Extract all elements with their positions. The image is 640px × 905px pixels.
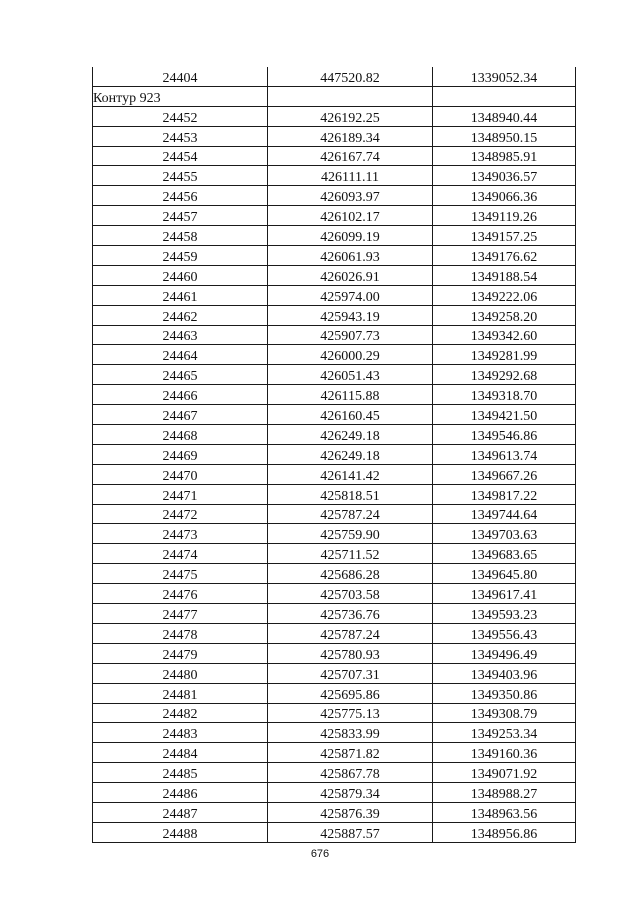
x-coordinate-cell: 425787.24 (268, 504, 433, 524)
empty-cell (268, 86, 433, 106)
point-id-cell: 24487 (93, 802, 268, 822)
table-row (93, 703, 576, 723)
x-coordinate-cell: 426099.19 (268, 226, 433, 246)
table-row (93, 186, 576, 206)
y-coordinate-cell: 1349188.54 (433, 265, 576, 285)
x-coordinate-cell: 447520.82 (268, 67, 433, 86)
table-row (93, 385, 576, 405)
table-row (93, 405, 576, 425)
point-id-cell: 24458 (93, 226, 268, 246)
point-id-cell: 24460 (93, 265, 268, 285)
table-row (93, 246, 576, 266)
x-coordinate-cell: 426249.18 (268, 425, 433, 445)
x-coordinate-cell: 426061.93 (268, 246, 433, 266)
x-coordinate-cell: 425711.52 (268, 544, 433, 564)
y-coordinate-cell: 1349403.96 (433, 663, 576, 683)
x-coordinate-cell: 426249.18 (268, 444, 433, 464)
x-coordinate-cell: 425759.90 (268, 524, 433, 544)
point-id-cell: 24471 (93, 484, 268, 504)
point-id-cell: 24454 (93, 146, 268, 166)
table-row (93, 623, 576, 643)
page-number: 676 (310, 848, 330, 860)
point-id-cell: 24488 (93, 822, 268, 842)
table-row (93, 126, 576, 146)
point-id-cell: 24473 (93, 524, 268, 544)
table-row (93, 723, 576, 743)
point-id-cell: 24478 (93, 623, 268, 643)
point-id-cell: 24464 (93, 345, 268, 365)
y-coordinate-cell: 1349556.43 (433, 623, 576, 643)
coordinates-table (92, 67, 576, 843)
point-id-cell: 24462 (93, 305, 268, 325)
table-row (93, 206, 576, 226)
y-coordinate-cell: 1349703.63 (433, 524, 576, 544)
table-row (93, 444, 576, 464)
table-row (93, 484, 576, 504)
table-row (93, 822, 576, 842)
x-coordinate-cell: 425787.24 (268, 623, 433, 643)
table-row (93, 425, 576, 445)
x-coordinate-cell: 425867.78 (268, 763, 433, 783)
y-coordinate-cell: 1349071.92 (433, 763, 576, 783)
point-id-cell: 24463 (93, 325, 268, 345)
x-coordinate-cell: 425907.73 (268, 325, 433, 345)
point-id-cell: 24477 (93, 604, 268, 624)
table-row (93, 643, 576, 663)
table-row (93, 67, 576, 86)
y-coordinate-cell: 1349066.36 (433, 186, 576, 206)
table-row (93, 783, 576, 803)
y-coordinate-cell: 1348940.44 (433, 106, 576, 126)
x-coordinate-cell: 426111.11 (268, 166, 433, 186)
y-coordinate-cell: 1349496.49 (433, 643, 576, 663)
y-coordinate-cell: 1348963.56 (433, 802, 576, 822)
x-coordinate-cell: 425695.86 (268, 683, 433, 703)
point-id-cell: 24480 (93, 663, 268, 683)
table-row (93, 604, 576, 624)
point-id-cell: 24461 (93, 285, 268, 305)
y-coordinate-cell: 1349281.99 (433, 345, 576, 365)
table-row (93, 763, 576, 783)
y-coordinate-cell: 1349817.22 (433, 484, 576, 504)
table-row (93, 265, 576, 285)
y-coordinate-cell: 1349258.20 (433, 305, 576, 325)
y-coordinate-cell: 1349253.34 (433, 723, 576, 743)
point-id-cell: 24481 (93, 683, 268, 703)
y-coordinate-cell: 1339052.34 (433, 67, 576, 86)
point-id-cell: 24404 (93, 67, 268, 86)
point-id-cell: 24468 (93, 425, 268, 445)
y-coordinate-cell: 1349613.74 (433, 444, 576, 464)
y-coordinate-cell: 1348956.86 (433, 822, 576, 842)
section-row (93, 86, 576, 106)
point-id-cell: 24475 (93, 564, 268, 584)
table-row (93, 345, 576, 365)
point-id-cell: 24467 (93, 405, 268, 425)
table-row (93, 226, 576, 246)
x-coordinate-cell: 425943.19 (268, 305, 433, 325)
section-label: Контур 923 (93, 86, 268, 106)
x-coordinate-cell: 426160.45 (268, 405, 433, 425)
point-id-cell: 24479 (93, 643, 268, 663)
table-row (93, 663, 576, 683)
table-row (93, 166, 576, 186)
x-coordinate-cell: 426167.74 (268, 146, 433, 166)
point-id-cell: 24455 (93, 166, 268, 186)
point-id-cell: 24482 (93, 703, 268, 723)
x-coordinate-cell: 426102.17 (268, 206, 433, 226)
y-coordinate-cell: 1348950.15 (433, 126, 576, 146)
point-id-cell: 24485 (93, 763, 268, 783)
y-coordinate-cell: 1349683.65 (433, 544, 576, 564)
y-coordinate-cell: 1349119.26 (433, 206, 576, 226)
point-id-cell: 24466 (93, 385, 268, 405)
x-coordinate-cell: 425703.58 (268, 584, 433, 604)
table-row (93, 365, 576, 385)
y-coordinate-cell: 1349667.26 (433, 464, 576, 484)
table-row (93, 584, 576, 604)
point-id-cell: 24476 (93, 584, 268, 604)
table-row (93, 544, 576, 564)
x-coordinate-cell: 426000.29 (268, 345, 433, 365)
point-id-cell: 24456 (93, 186, 268, 206)
x-coordinate-cell: 425736.76 (268, 604, 433, 624)
y-coordinate-cell: 1349157.25 (433, 226, 576, 246)
table-row (93, 743, 576, 763)
table-row (93, 305, 576, 325)
y-coordinate-cell: 1348988.27 (433, 783, 576, 803)
table-row (93, 106, 576, 126)
x-coordinate-cell: 426051.43 (268, 365, 433, 385)
y-coordinate-cell: 1349292.68 (433, 365, 576, 385)
y-coordinate-cell: 1349036.57 (433, 166, 576, 186)
table-row (93, 464, 576, 484)
table-row (93, 504, 576, 524)
point-id-cell: 24459 (93, 246, 268, 266)
x-coordinate-cell: 425775.13 (268, 703, 433, 723)
coordinates-table-body (93, 67, 576, 842)
table-row (93, 564, 576, 584)
point-id-cell: 24469 (93, 444, 268, 464)
x-coordinate-cell: 426189.34 (268, 126, 433, 146)
x-coordinate-cell: 426141.42 (268, 464, 433, 484)
point-id-cell: 24483 (93, 723, 268, 743)
point-id-cell: 24470 (93, 464, 268, 484)
y-coordinate-cell: 1349160.36 (433, 743, 576, 763)
x-coordinate-cell: 425818.51 (268, 484, 433, 504)
x-coordinate-cell: 425879.34 (268, 783, 433, 803)
x-coordinate-cell: 425871.82 (268, 743, 433, 763)
x-coordinate-cell: 426026.91 (268, 265, 433, 285)
point-id-cell: 24452 (93, 106, 268, 126)
y-coordinate-cell: 1349593.23 (433, 604, 576, 624)
point-id-cell: 24474 (93, 544, 268, 564)
y-coordinate-cell: 1348985.91 (433, 146, 576, 166)
x-coordinate-cell: 425974.00 (268, 285, 433, 305)
table-row (93, 683, 576, 703)
x-coordinate-cell: 426192.25 (268, 106, 433, 126)
point-id-cell: 24472 (93, 504, 268, 524)
point-id-cell: 24484 (93, 743, 268, 763)
y-coordinate-cell: 1349318.70 (433, 385, 576, 405)
point-id-cell: 24457 (93, 206, 268, 226)
y-coordinate-cell: 1349308.79 (433, 703, 576, 723)
x-coordinate-cell: 425686.28 (268, 564, 433, 584)
empty-cell (433, 86, 576, 106)
y-coordinate-cell: 1349342.60 (433, 325, 576, 345)
y-coordinate-cell: 1349645.80 (433, 564, 576, 584)
x-coordinate-cell: 425876.39 (268, 802, 433, 822)
point-id-cell: 24465 (93, 365, 268, 385)
point-id-cell: 24453 (93, 126, 268, 146)
y-coordinate-cell: 1349350.86 (433, 683, 576, 703)
y-coordinate-cell: 1349617.41 (433, 584, 576, 604)
table-row (93, 285, 576, 305)
y-coordinate-cell: 1349546.86 (433, 425, 576, 445)
x-coordinate-cell: 425833.99 (268, 723, 433, 743)
y-coordinate-cell: 1349176.62 (433, 246, 576, 266)
y-coordinate-cell: 1349744.64 (433, 504, 576, 524)
table-row (93, 325, 576, 345)
x-coordinate-cell: 425780.93 (268, 643, 433, 663)
x-coordinate-cell: 426115.88 (268, 385, 433, 405)
x-coordinate-cell: 425707.31 (268, 663, 433, 683)
x-coordinate-cell: 426093.97 (268, 186, 433, 206)
table-row (93, 146, 576, 166)
table-row (93, 802, 576, 822)
y-coordinate-cell: 1349421.50 (433, 405, 576, 425)
point-id-cell: 24486 (93, 783, 268, 803)
table-row (93, 524, 576, 544)
y-coordinate-cell: 1349222.06 (433, 285, 576, 305)
x-coordinate-cell: 425887.57 (268, 822, 433, 842)
